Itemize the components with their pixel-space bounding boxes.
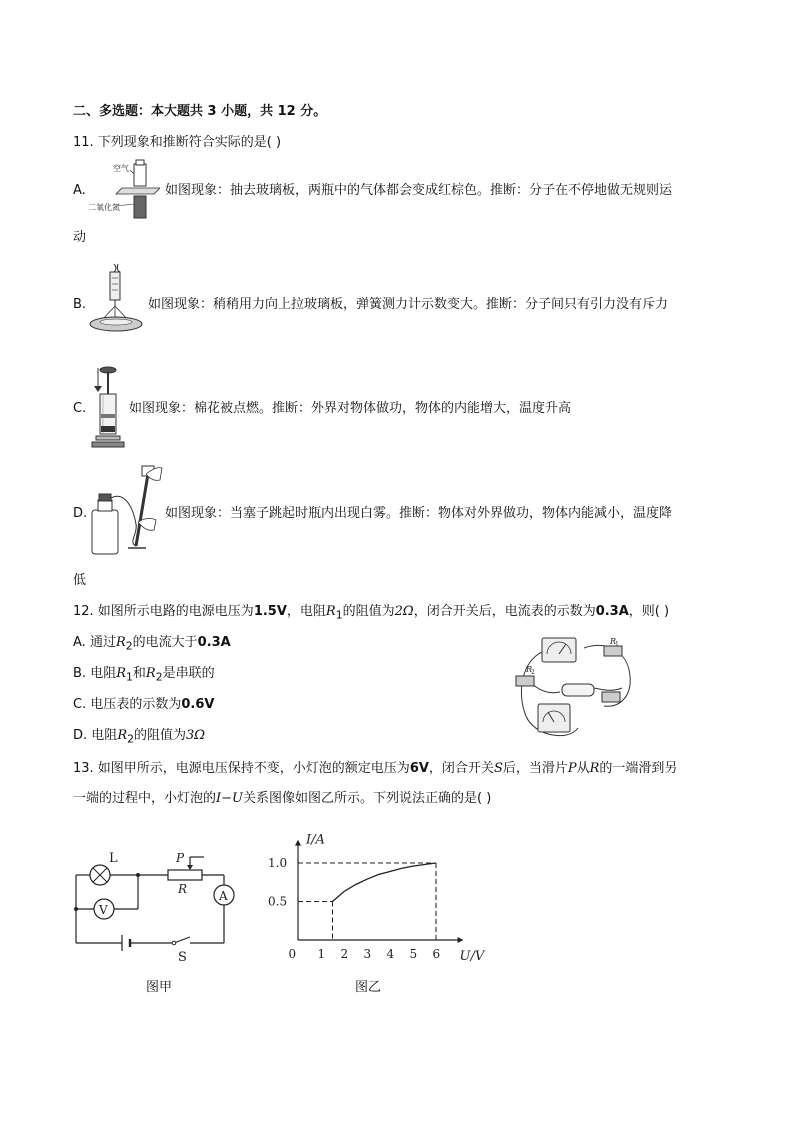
q13-stem-part: 后，当滑片 [502,761,568,776]
x-tick-label: 4 [386,947,395,961]
fire-piston-figure [88,364,128,450]
fig-r2-label: R [526,665,533,674]
option-text: 电阻 [91,728,118,743]
lamp-label: L [109,851,118,866]
graph-caption: 图乙 [355,980,382,995]
resistor-r2 [516,676,534,686]
fig-r1-label: R [610,637,617,646]
x-tick-label: 2 [340,947,349,961]
fig-r1-sub: 1 [615,641,619,648]
resistor-r1 [604,646,622,656]
x-tick-label: 1 [317,947,326,961]
q13-stem-line2 [73,790,491,808]
q13-stem-part: 一端的过程中，小灯泡的 [73,791,217,806]
q12-stem-part: ，闭合开关后，电流表的示数为 [413,604,596,619]
r-symbol: R [145,666,156,681]
q11-option-d-letter: D. [73,506,88,521]
fig-r2-sub: 2 [531,669,535,676]
r-symbol: R [115,635,126,650]
r-symbol: R [116,666,127,681]
bottle-pump-figure [88,462,164,558]
q12-circuit-photo [512,632,636,748]
iu-curve [333,863,437,902]
q13-stem-part: 的一端滑到另 [599,761,678,776]
r-symbol: R [117,728,128,743]
q13-stem-part: 13. 如图甲所示，电源电压保持不变，小灯泡的额定电压为 [73,761,410,776]
voltmeter-label: V [99,903,108,917]
option-text: 和 [132,666,146,681]
q12-stem-part: ，则( ) [628,604,670,619]
lamp-symbol [90,865,110,885]
q12-r1-sub: 1 [335,608,343,622]
q11-option-a-continuation: 动 [73,230,87,245]
option-text: 电压表的示数为 [90,697,182,712]
voltmeter-meter [538,704,570,732]
r-sub: 1 [126,670,133,684]
option-text: 通过 [89,635,116,650]
x-axis-arrow-icon [458,937,464,943]
switch-label: S [178,950,187,965]
x-tick-label: 0 [288,947,297,961]
q12-option-d [73,727,205,749]
option-letter: D. [73,728,88,743]
option-text: 的电流大于 [132,635,198,650]
battery [562,684,594,696]
option-value: 0.3A [197,635,231,650]
q11-option-b-letter: B. [73,297,87,312]
q12-stem-part: ，电阻 [286,604,326,619]
q13-stem-part: 关系图像如图乙所示。下列说法正确的是( ) [243,791,492,806]
q12-r1-symbol: R [325,604,336,619]
rheostat-symbol [168,870,202,880]
q11-option-d-continuation: 低 [73,573,87,588]
q12-option-a [73,634,231,656]
x-axis-label: U/V [459,949,485,964]
q13-switch-symbol: S [493,761,503,776]
ammeter-symbol [214,885,234,905]
option-value: 3Ω [186,728,206,743]
rheostat-label: R [178,882,188,896]
q12-stem-part: 的阻值为 [342,604,395,619]
q13-stem-part: 从 [576,761,590,776]
q11-option-c-text: 如图现象：棉花被点燃。推断：外界对物体做功，物体的内能增大，温度升高 [129,401,572,416]
voltmeter-symbol [94,899,114,919]
q12-option-b [73,665,215,687]
q11-option-c-letter: C. [73,401,87,416]
option-value: 0.6V [181,697,215,712]
r-sub: 2 [127,732,134,746]
slider-label: P [176,851,185,865]
no2-label: 二氧化氮 [88,203,120,212]
switch-symbol [172,941,176,945]
q13-rheostat-symbol: R [589,761,600,776]
battery-symbol [122,935,130,951]
q12-resistance: 2Ω [394,604,414,619]
q12-current: 0.3A [595,604,629,619]
option-letter: A. [73,635,86,650]
q13-rated-voltage: 6V [409,761,429,776]
q13-stem-part: ，闭合开关 [428,761,494,776]
q11-option-a-text: 如图现象：抽去玻璃板，两瓶中的气体都会变成红棕色。推断：分子在不停地做无规则运 [165,183,673,198]
section-title: 二、多选题：本大题共 3 小题，共 12 分。 [73,104,327,119]
y-axis-arrow-icon [295,840,301,846]
q13-stem-line1 [73,760,677,778]
q12-voltage: 1.5V [253,604,287,619]
q11-option-b-text: 如图现象：稍稍用力向上拉玻璃板，弹簧测力计示数变大。推断：分子间只有引力没有斥力 [148,297,669,312]
ammeter-label: A [219,889,228,903]
air-label: 空气 [113,164,129,173]
y-tick-label: 1.0 [268,856,288,870]
x-tick-label: 5 [409,947,418,961]
q13-slider-symbol: P [567,761,577,776]
r-sub: 2 [125,639,133,653]
option-letter: C. [73,697,87,712]
q12-stem [73,603,669,625]
spring-scale-figure [88,262,144,338]
option-text: 电阻 [90,666,117,681]
q13-circuit-diagram [70,845,240,965]
q13-iu-symbol: I−U [216,791,243,806]
x-tick-label: 3 [363,947,372,961]
slider-arrow-icon [187,865,193,870]
r-sub: 2 [155,670,163,684]
q11-option-a-letter: A. [73,183,86,198]
q11-stem: 11. 下列现象和推断符合实际的是( ) [73,135,282,150]
q12-stem-part: 12. 如图所示电路的电源电压为 [73,604,254,619]
switch [602,692,620,702]
y-tick-label: 0.5 [268,894,288,909]
option-text: 是串联的 [162,666,215,681]
q11-option-d-text: 如图现象：当塞子跳起时瓶内出现白雾。推断：物体对外界做功，物体内能减小，温度降 [165,506,673,521]
q12-option-c [73,696,214,714]
y-axis-label: I/A [306,832,325,848]
diffusion-bottles-figure [88,158,160,220]
option-letter: B. [73,666,87,681]
x-tick-label: 6 [432,947,441,961]
ammeter-meter [542,638,576,662]
option-text: 的阻值为 [134,728,187,743]
circuit-caption: 图甲 [146,980,173,995]
iu-graph [262,814,492,964]
